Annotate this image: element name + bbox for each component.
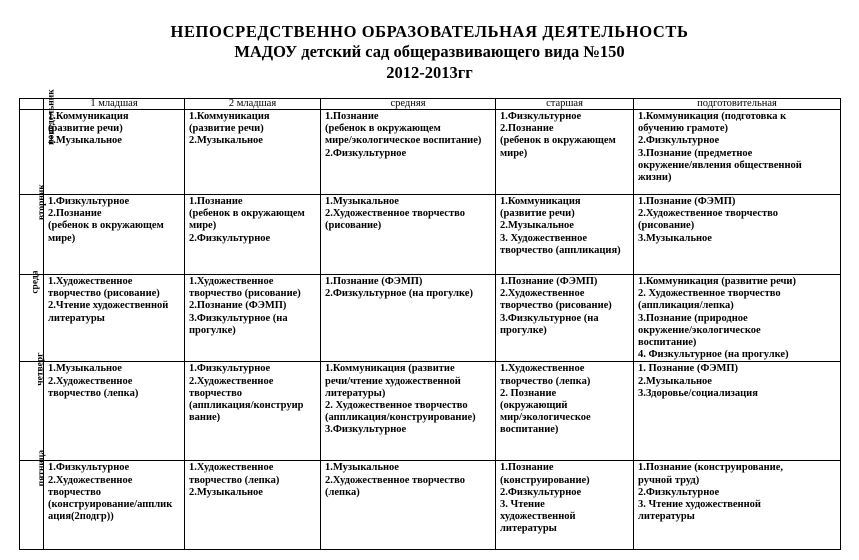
schedule-cell — [44, 461, 185, 550]
activity-line: 2.Физкультурное (на прогулке) — [325, 288, 473, 300]
activity-line: 2.Музыкальное — [189, 135, 263, 147]
activity-line: (ребенок в окружающем — [325, 123, 441, 135]
activity-line: 2.Физкультурное — [638, 486, 720, 498]
activity-line: 3. Чтение художественной — [638, 499, 761, 511]
day-label: пятница — [37, 450, 48, 487]
activity-line: 1.Физкультурное — [500, 111, 582, 122]
activity-line: творчество (рисование) — [189, 288, 301, 300]
schedule-cell — [496, 461, 634, 550]
activity-line: 2.Познание (ФЭМП) — [189, 300, 287, 312]
schedule-cell — [321, 362, 496, 461]
day-label: четверг — [35, 352, 46, 387]
activity-line: окружение/явления общественной — [638, 159, 802, 171]
activity-line: 2.Художественное творчество — [325, 474, 465, 486]
activity-line: 3.Физкультурное (на — [500, 312, 599, 324]
schedule-cell — [496, 195, 634, 275]
activity-line: 2.Музыкальное — [48, 135, 122, 147]
day-label-cell — [20, 270, 44, 362]
schedule-cell — [634, 110, 841, 195]
activity-line: 3.Физкультурное (на — [189, 312, 288, 324]
activity-line: 2. Художественное творчество — [325, 400, 468, 412]
activity-line: 2.Художественное — [48, 375, 133, 387]
activity-line: 2.Музыкальное — [638, 375, 712, 387]
schedule-cell — [185, 362, 321, 461]
activity-line: ручной труд) — [638, 474, 700, 486]
activity-line: творчество (рисование) — [500, 300, 612, 312]
schedule-cell — [496, 362, 634, 461]
schedule-cell — [496, 110, 634, 195]
activity-line: 1.Коммуникация — [48, 111, 129, 122]
activity-line: 2.Чтение художественной — [48, 300, 169, 312]
table-row — [20, 461, 841, 550]
activity-line: литературы) — [325, 387, 386, 399]
activity-line: воспитание) — [500, 424, 559, 436]
activity-line: 3.Познание (природное — [638, 312, 748, 324]
activity-line: жизни) — [638, 172, 672, 184]
page-subtitle: МАДОУ детский сад общеразвивающего вида №150 — [234, 42, 625, 61]
activity-line: (ребенок в окружающем — [48, 220, 164, 232]
activity-line: творчество — [48, 486, 101, 498]
schedule-cell — [321, 275, 496, 362]
activity-line: ация(2подгр)) — [48, 511, 114, 523]
schedule-cell — [634, 195, 841, 275]
header-cell-day — [20, 99, 44, 110]
activity-line: 2. Художественное творчество — [638, 288, 781, 300]
schedule-cell — [634, 362, 841, 461]
activity-line: (развитие речи) — [500, 208, 575, 220]
activity-line: мире) — [500, 147, 528, 159]
activity-line: 1.Физкультурное — [189, 363, 271, 375]
activity-line: (окружающий — [500, 400, 568, 412]
activity-line: 1.Коммуникация (развитие речи) — [638, 276, 796, 287]
activity-line: 1.Коммуникация — [189, 111, 270, 122]
activity-line: 1.Художественное — [48, 276, 133, 287]
activity-line: 2.Художественное — [189, 375, 274, 387]
activity-line: 2.Физкультурное — [325, 147, 407, 159]
schedule-table — [19, 89, 841, 550]
activity-line: 3. Чтение — [500, 499, 545, 511]
activity-line: 1.Художественное — [500, 363, 585, 375]
activity-line: 1.Художественное — [189, 462, 274, 474]
activity-line: (ребенок в окружающем — [189, 208, 305, 220]
schedule-cell — [44, 362, 185, 461]
activity-line: 1.Познание (ФЭМП) — [325, 276, 423, 287]
activity-line: мире/экологическое воспитание) — [325, 135, 482, 147]
activity-line: (аппликация/конструир — [189, 400, 304, 412]
activity-line: 2.Физкультурное — [500, 486, 582, 498]
activity-line: обучению грамоте) — [638, 123, 728, 135]
activity-line: 1.Познание — [189, 196, 243, 207]
schedule-cell — [321, 461, 496, 550]
schedule-cell — [634, 461, 841, 550]
day-label: среда — [30, 270, 41, 294]
activity-line: мир/экологическое — [500, 412, 591, 424]
activity-line: 2.Художественное творчество — [638, 208, 778, 220]
schedule-cell — [44, 275, 185, 362]
activity-line: мире) — [48, 232, 76, 244]
activity-line: 2.Художественное творчество — [325, 208, 465, 220]
activity-line: мире) — [189, 220, 217, 232]
activity-line: 1.Музыкальное — [325, 196, 399, 207]
activity-line: 2.Художественное — [500, 288, 585, 300]
activity-line: 1.Музыкальное — [325, 462, 399, 474]
activity-line: 1.Познание (конструирование, — [638, 462, 783, 474]
activity-line: 1.Коммуникация — [500, 196, 581, 207]
activity-line: вание) — [189, 412, 221, 424]
header-cell-group-3: средняя — [321, 99, 496, 110]
activity-line: речи/чтение художественной — [325, 375, 461, 387]
activity-line: (конструирование/апплик — [48, 499, 173, 511]
table-row — [20, 195, 841, 275]
activity-line: творчество (лепка) — [189, 474, 280, 486]
activity-line: 3.Музыкальное — [638, 232, 712, 244]
schedule-cell — [44, 110, 185, 195]
activity-line: 2.Познание — [48, 208, 102, 220]
activity-line: 1.Познание (ФЭМП) — [500, 276, 598, 287]
activity-line: (конструирование) — [500, 474, 590, 486]
activity-line: (лепка) — [325, 486, 360, 498]
activity-line: 3.Познание (предметное — [638, 147, 753, 159]
activity-line: художественной — [500, 511, 576, 523]
day-label: понедельник — [46, 89, 57, 145]
activity-line: 1.Познание (ФЭМП) — [638, 196, 736, 207]
activity-line: прогулке) — [500, 324, 547, 336]
activity-line: литературы — [638, 511, 695, 523]
header-cell-group-4: старшая — [496, 99, 634, 110]
activity-line: 1.Художественное — [189, 276, 274, 287]
activity-line: 2.Физкультурное — [638, 135, 720, 147]
day-label-cell — [20, 89, 57, 195]
schedule-cell — [321, 110, 496, 195]
activity-line: (аппликация/конструирование) — [325, 412, 476, 424]
table-row — [20, 275, 841, 362]
header-cell-group-1: 1 младшая — [44, 99, 185, 110]
activity-line: творчество — [189, 387, 242, 399]
header-cell-group-5: подготовительная — [634, 99, 841, 110]
activity-line: 1.Физкультурное — [48, 462, 130, 474]
activity-line: 2. Познание — [500, 387, 557, 399]
activity-line: 1.Физкультурное — [48, 196, 130, 207]
schedule-cell — [496, 275, 634, 362]
schedule-cell — [634, 275, 841, 362]
activity-line: (развитие речи) — [48, 123, 123, 135]
header-cell-group-2: 2 младшая — [185, 99, 321, 110]
schedule-cell — [185, 195, 321, 275]
activity-line: творчество (аппликация) — [500, 244, 621, 256]
activity-line: 2.Музыкальное — [500, 220, 574, 232]
day-label-cell — [20, 450, 48, 550]
schedule-cell — [44, 195, 185, 275]
activity-line: творчество (рисование) — [48, 288, 160, 300]
schedule-cell — [185, 461, 321, 550]
day-label-cell — [20, 352, 46, 461]
header-row — [20, 99, 841, 110]
page-year: 2012-2013гг — [386, 63, 473, 82]
activity-line: окружение/экологическое — [638, 324, 761, 336]
activity-line: (ребенок в окружающем — [500, 135, 616, 147]
activity-line: 4. Физкультурное (на прогулке) — [638, 349, 789, 361]
activity-line: 3.Здоровье/социализация — [638, 387, 758, 399]
activity-line: 2.Художественное — [48, 474, 133, 486]
day-label-cell — [20, 184, 47, 275]
activity-line: 1.Познание — [500, 462, 554, 474]
day-label: вторник — [36, 184, 47, 221]
activity-line: 1.Познание — [325, 111, 379, 122]
activity-line: 1.Коммуникация (подготовка к — [638, 111, 787, 122]
activity-line: (развитие речи) — [189, 123, 264, 135]
table-row — [20, 362, 841, 461]
activity-line: творчество (лепка) — [48, 387, 139, 399]
activity-line: 3.Физкультурное — [325, 424, 407, 436]
activity-line: творчество (лепка) — [500, 375, 591, 387]
activity-line: 2.Познание — [500, 123, 554, 135]
activity-line: прогулке) — [189, 324, 236, 336]
activity-line: 1.Коммуникация (развитие — [325, 363, 455, 375]
activity-line: 2.Музыкальное — [189, 486, 263, 498]
schedule-cell — [185, 275, 321, 362]
schedule-cell — [185, 110, 321, 195]
activity-line: 3. Художественное — [500, 232, 587, 244]
activity-line: литературы — [48, 312, 105, 324]
activity-line: литературы — [500, 523, 557, 535]
activity-line: 2.Физкультурное — [189, 232, 271, 244]
schedule-cell — [321, 195, 496, 275]
activity-line: (рисование) — [638, 220, 695, 232]
activity-line: (аппликация/лепка) — [638, 300, 734, 312]
activity-line: 1.Музыкальное — [48, 363, 122, 375]
page-title: НЕПОСРЕДСТВЕННО ОБРАЗОВАТЕЛЬНАЯ ДЕЯТЕЛЬНОСТЬ — [170, 22, 689, 41]
activity-line: (рисование) — [325, 220, 382, 232]
activity-line: воспитание) — [638, 337, 697, 349]
activity-line: 1. Познание (ФЭМП) — [638, 363, 739, 375]
table-row — [20, 110, 841, 195]
